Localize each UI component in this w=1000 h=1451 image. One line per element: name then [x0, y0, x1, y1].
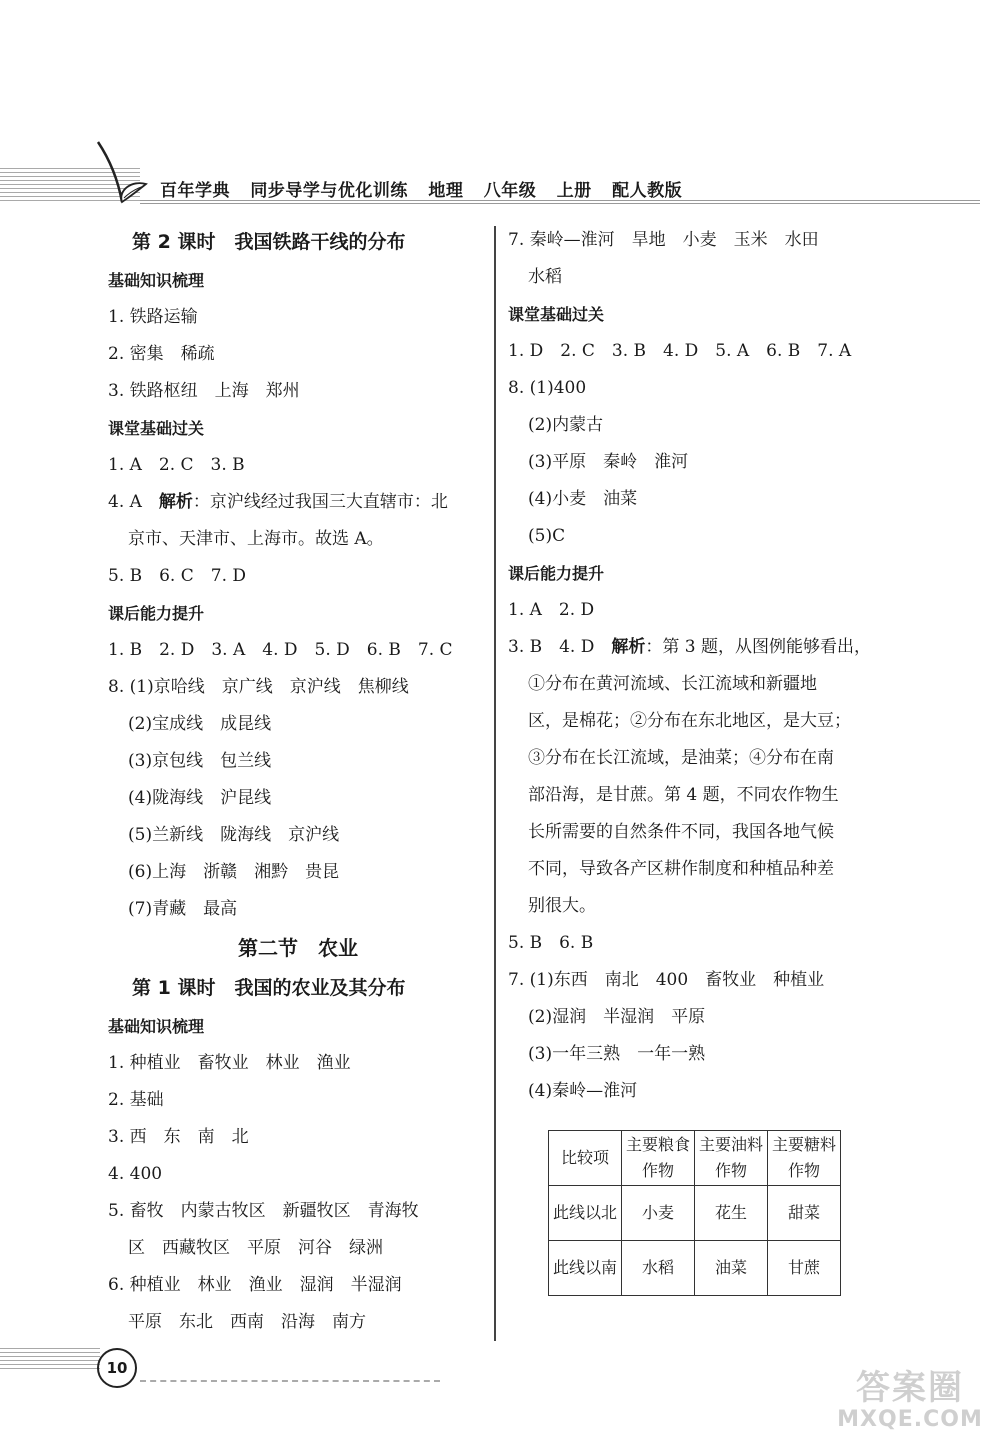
table-cell: 花生 — [695, 1186, 768, 1241]
answer-line: (2)内蒙古 — [528, 415, 604, 435]
table-row — [549, 1186, 841, 1241]
header-brand: 百年学典 — [160, 181, 230, 201]
table-header-row — [549, 1131, 841, 1186]
answer-line: 4. 400 — [108, 1164, 163, 1184]
watermark-text: 答案圈 — [856, 1368, 964, 1408]
table-cell: 此线以北 — [549, 1186, 622, 1241]
answer-line: 5. B 6. C 7. D — [108, 566, 247, 586]
lesson-title: 第 2 课时 我国铁路干线的分布 — [132, 231, 406, 253]
answer-line: (3)一年三熟 一年一熟 — [528, 1044, 706, 1064]
answer-text: ：第 3 题，从图例能够看出， — [645, 637, 871, 657]
table-cell: 甘蔗 — [768, 1241, 841, 1296]
answer-line: 3. 铁路枢纽 上海 郑州 — [108, 381, 300, 401]
answer-line: 8. (1)400 — [508, 378, 587, 398]
table-header-cell: 主要粮食作物 — [622, 1131, 695, 1186]
quill-pen-icon — [88, 140, 152, 206]
answer-line: (5)C — [528, 526, 566, 546]
answer-line: 6. 种植业 林业 渔业 湿润 半湿润 — [108, 1275, 402, 1295]
table-cell: 油菜 — [695, 1241, 768, 1296]
header-series: 同步导学与优化训练 — [250, 181, 408, 201]
answer-text: 4. A — [108, 492, 159, 512]
answer-line: 1. 种植业 畜牧业 林业 渔业 — [108, 1053, 351, 1073]
analysis-label: 解析 — [611, 637, 646, 657]
section-heading: 课后能力提升 — [508, 564, 605, 583]
answer-text: 3. B 4. D — [508, 637, 612, 657]
table-header-cell: 比较项 — [549, 1131, 622, 1186]
section-title: 第二节 农业 — [238, 936, 358, 960]
answer-line: 2. 密集 稀疏 — [108, 344, 215, 364]
column-divider — [494, 226, 496, 1341]
footer-rule — [140, 1380, 440, 1382]
answer-line: (4)秦岭—淮河 — [528, 1081, 638, 1101]
answer-line: 1. 铁路运输 — [108, 307, 198, 327]
answer-line: 水稻 — [528, 267, 562, 287]
answer-line: (7)青藏 最高 — [128, 899, 238, 919]
answer-line: 区，是棉花；②分布在东北地区，是大豆； — [528, 711, 851, 731]
answer-line: 不同，导致各产区耕作制度和种植品种差 — [528, 859, 834, 879]
crop-comparison-table — [548, 1130, 841, 1296]
answer-line: 3. 西 东 南 北 — [108, 1127, 249, 1147]
table-cell: 小麦 — [622, 1186, 695, 1241]
answer-line: 1. A 2. D — [508, 600, 595, 620]
answer-line: (4)小麦 油菜 — [528, 489, 638, 509]
watermark-url: MXQE.COM — [837, 1407, 983, 1432]
answer-text: ：京沪线经过我国三大直辖市：北 — [192, 492, 448, 512]
lesson-title: 第 1 课时 我国的农业及其分布 — [132, 977, 406, 999]
table-cell: 水稻 — [622, 1241, 695, 1296]
answer-line: 7. (1)东西 南北 400 畜牧业 种植业 — [508, 970, 825, 990]
answer-line: 别很大。 — [528, 896, 596, 916]
analysis-label: 解析 — [158, 492, 193, 512]
answer-line: 1. A 2. C 3. B — [108, 455, 245, 475]
answer-line: ③分布在长江流域，是油菜；④分布在南 — [528, 748, 834, 768]
answer-line: 区 西藏牧区 平原 河谷 绿洲 — [128, 1238, 383, 1258]
table-header-cell: 主要糖料作物 — [768, 1131, 841, 1186]
answer-line: 部沿海，是甘蔗。第 4 题，不同农作物生 — [528, 785, 839, 805]
answer-line: 2. 基础 — [108, 1090, 164, 1110]
right-column — [508, 222, 888, 1110]
watermark-logo — [830, 1368, 990, 1438]
answer-line: 1. D 2. C 3. B 4. D 5. A 6. B 7. A — [508, 341, 852, 361]
table-cell: 甜菜 — [768, 1186, 841, 1241]
section-heading: 课堂基础过关 — [508, 305, 605, 324]
section-heading: 基础知识梳理 — [108, 271, 205, 290]
table-cell: 此线以南 — [549, 1241, 622, 1296]
answer-line: 8. (1)京哈线 京广线 京沪线 焦柳线 — [108, 677, 409, 697]
answer-line: 京市、天津市、上海市。故选 A。 — [128, 529, 384, 549]
answer-line: (2)宝成线 成昆线 — [128, 714, 272, 734]
table-row — [549, 1241, 841, 1296]
answer-line: (3)京包线 包兰线 — [128, 751, 272, 771]
answer-line — [508, 629, 888, 666]
header-subject: 地理 — [428, 181, 464, 201]
section-heading: 课堂基础过关 — [108, 419, 205, 438]
answer-line: 5. 畜牧 内蒙古牧区 新疆牧区 青海牧 — [108, 1201, 419, 1221]
page-number: 10 — [97, 1348, 137, 1388]
header-volume: 上册 — [556, 181, 592, 201]
answer-line: (4)陇海线 沪昆线 — [128, 788, 272, 808]
section-heading: 课后能力提升 — [108, 604, 205, 623]
answer-line: ①分布在黄河流域、长江流域和新疆地 — [528, 674, 817, 694]
table-header-cell: 主要油料作物 — [695, 1131, 768, 1186]
page-header — [160, 176, 696, 201]
left-column — [108, 222, 488, 1341]
answer-line: (3)平原 秦岭 淮河 — [528, 452, 689, 472]
header-grade: 八年级 — [483, 181, 537, 201]
answer-line: 平原 东北 西南 沿海 南方 — [128, 1312, 366, 1332]
answer-line: 5. B 6. B — [508, 933, 594, 953]
answer-line — [108, 484, 488, 521]
answer-line: 7. 秦岭—淮河 旱地 小麦 玉米 水田 — [508, 230, 819, 250]
answer-line: (5)兰新线 陇海线 京沪线 — [128, 825, 340, 845]
answer-line: (2)湿润 半湿润 平原 — [528, 1007, 706, 1027]
answer-line: 1. B 2. D 3. A 4. D 5. D 6. B 7. C — [108, 640, 453, 660]
footer-decoration-stripes — [0, 1348, 100, 1370]
answer-line: 长所需要的自然条件不同，我国各地气候 — [528, 822, 834, 842]
answer-line: (6)上海 浙赣 湘黔 贵昆 — [128, 862, 340, 882]
header-edition: 配人教版 — [612, 181, 683, 201]
section-heading: 基础知识梳理 — [108, 1017, 205, 1036]
